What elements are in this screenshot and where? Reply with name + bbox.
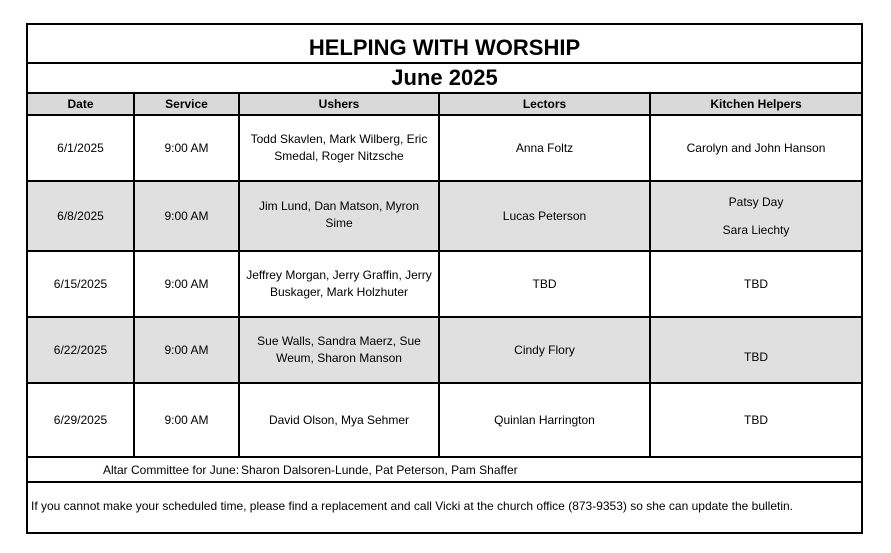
schedule-title: HELPING WITH WORSHIP [28, 25, 861, 64]
ushers-cell: Jeffrey Morgan, Jerry Graffin, Jerry Buskager, Mark Holzhuter [239, 251, 439, 317]
altar-committee-names: Sharon Dalsoren-Lunde, Pat Peterson, Pam Shaffer [241, 463, 518, 477]
kitchen-helper: TBD [744, 412, 768, 427]
altar-committee-label: Altar Committee for June: [103, 463, 240, 477]
lectors-cell: TBD [439, 251, 650, 317]
service-cell: 9:00 AM [134, 317, 239, 383]
kitchen-cell [650, 115, 861, 181]
kitchen-helper: Carolyn and John Hanson [686, 140, 826, 155]
ushers-cell: Todd Skavlen, Mark Wilberg, Eric Smedal, Roger Nitzsche [239, 115, 439, 181]
kitchen-cell [650, 383, 861, 457]
table-row [28, 181, 861, 251]
header-service: Service [134, 94, 239, 115]
kitchen-helper: TBD [744, 276, 768, 291]
kitchen-cell [650, 317, 861, 383]
table-row [28, 383, 861, 457]
header-kitchen-helpers: Kitchen Helpers [650, 94, 861, 115]
date-cell: 6/22/2025 [28, 317, 134, 383]
table-row [28, 251, 861, 317]
service-cell: 9:00 AM [134, 115, 239, 181]
kitchen-helper: Patsy Day [728, 194, 784, 209]
lectors-cell: Cindy Flory [439, 317, 650, 383]
service-cell: 9:00 AM [134, 251, 239, 317]
service-cell: 9:00 AM [134, 181, 239, 251]
date-cell: 6/15/2025 [28, 251, 134, 317]
altar-committee-row [28, 459, 861, 483]
header-row [28, 94, 861, 115]
lectors-cell: Quinlan Harrington [439, 383, 650, 457]
ushers-cell: David Olson, Mya Sehmer [239, 383, 439, 457]
kitchen-helper: Sara Liechty [722, 222, 790, 237]
lectors-cell: Anna Foltz [439, 115, 650, 181]
schedule-table [28, 94, 861, 458]
date-cell: 6/8/2025 [28, 181, 134, 251]
date-cell: 6/29/2025 [28, 383, 134, 457]
header-ushers: Ushers [239, 94, 439, 115]
schedule-sheet [26, 23, 863, 534]
lectors-cell: Lucas Peterson [439, 181, 650, 251]
table-row [28, 317, 861, 383]
date-cell: 6/1/2025 [28, 115, 134, 181]
header-date: Date [28, 94, 134, 115]
kitchen-cell [650, 181, 861, 251]
ushers-cell: Sue Walls, Sandra Maerz, Sue Weum, Sharon Manson [239, 317, 439, 383]
ushers-cell: Jim Lund, Dan Matson, Myron Sime [239, 181, 439, 251]
service-cell: 9:00 AM [134, 383, 239, 457]
header-lectors: Lectors [439, 94, 650, 115]
schedule-month: June 2025 [28, 64, 861, 94]
table-row [28, 115, 861, 181]
replacement-note: If you cannot make your scheduled time, please find a replacement and call Vicki at the church office (873-9353) so she can update the bulletin. [31, 499, 794, 513]
kitchen-cell [650, 251, 861, 317]
kitchen-helper: TBD [744, 349, 768, 364]
